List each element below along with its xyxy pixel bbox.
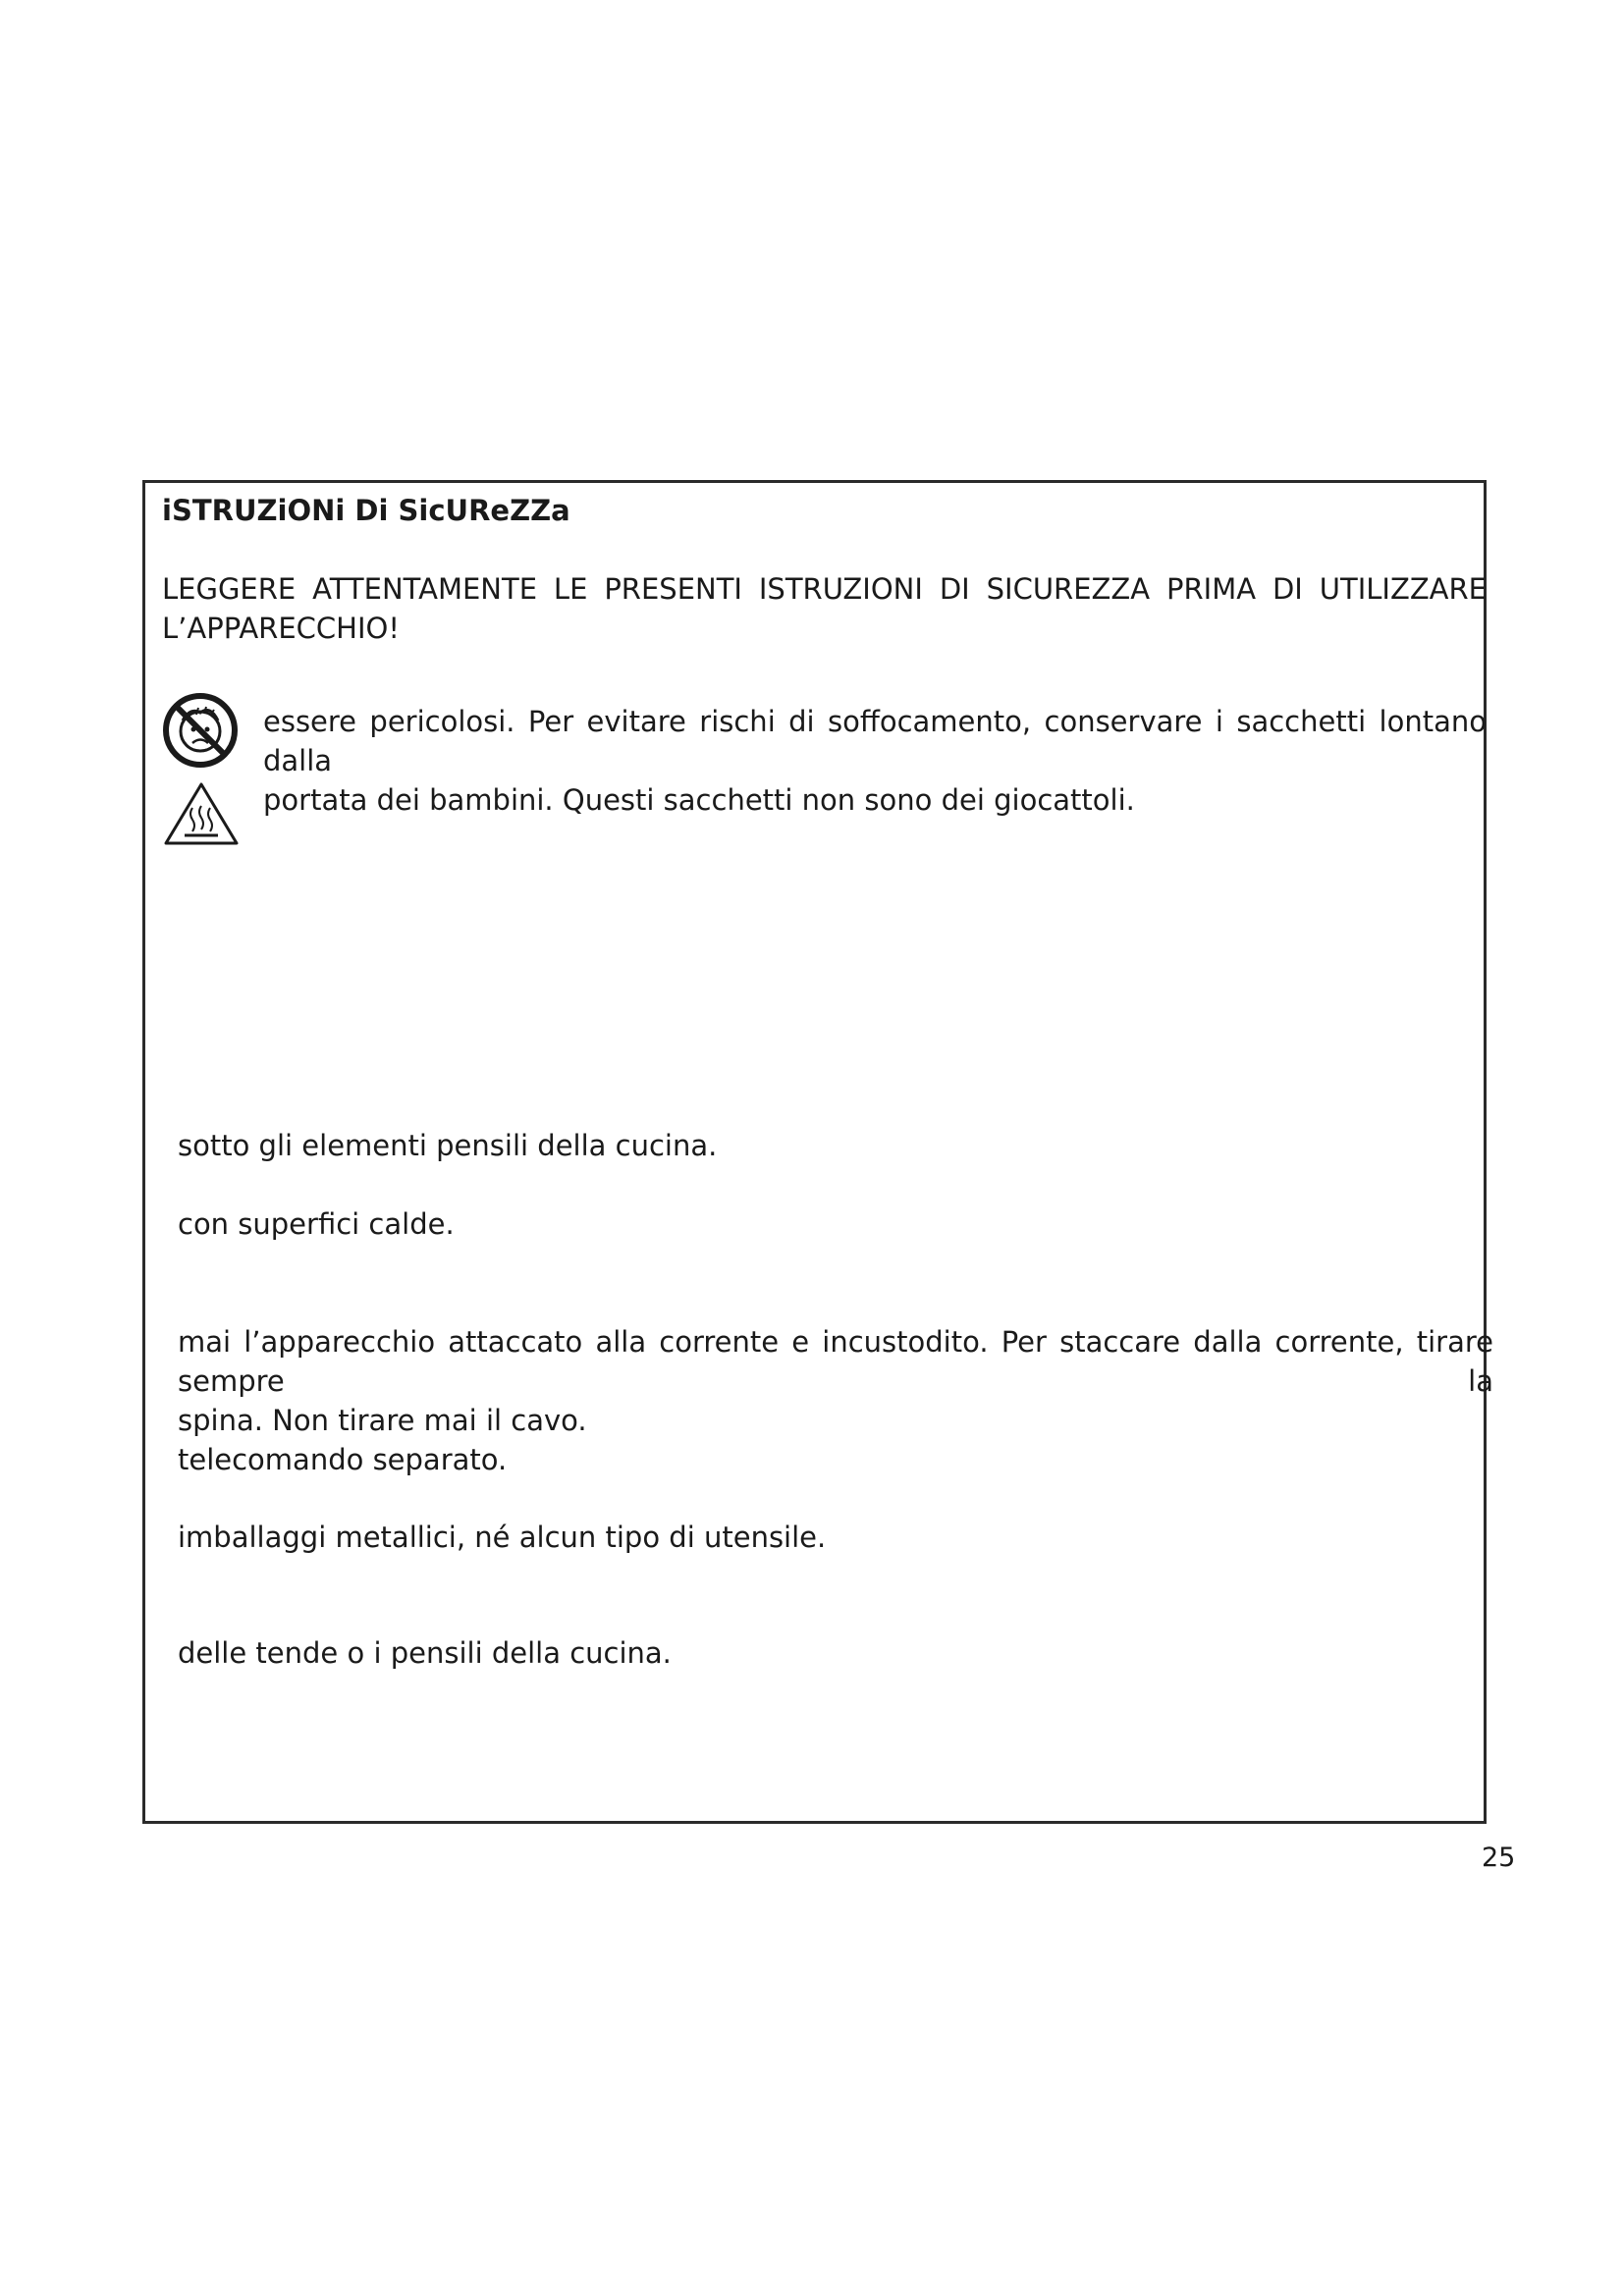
- hot-surface-warning-icon: [163, 780, 240, 847]
- child-suffocation-warning-icon: [161, 691, 240, 770]
- power-cord-line-2: spina. Non tirare mai il cavo.: [178, 1404, 587, 1437]
- plastic-bags-line-1: essere pericolosi. Per evitare rischi di soffocamento, conservare i sacchetti lontano dalla: [263, 705, 1487, 777]
- section-title: iSTRUZiONi Di SicUReZZa: [162, 494, 570, 527]
- metal-packaging-warning: imballaggi metallici, né alcun tipo di utensile.: [178, 1521, 827, 1554]
- remote-control-warning: telecomando separato.: [178, 1443, 508, 1476]
- intro-line-1: LEGGERE ATTENTAMENTE LE PRESENTI ISTRUZIONI DI SICUREZZA PRIMA DI UTILIZZARE: [162, 572, 1487, 606]
- plastic-bags-warning: [263, 702, 1487, 820]
- cabinets-warning: sotto gli elementi pensili della cucina.: [178, 1129, 718, 1162]
- power-cord-line-1: mai l’apparecchio attaccato alla corrente e incustodito. Per staccare dalla corrente, tirare sempre la: [178, 1325, 1493, 1398]
- power-cord-warning: [178, 1322, 1493, 1440]
- intro-line-2: L’APPARECCHIO!: [162, 612, 400, 645]
- curtains-warning: delle tende o i pensili della cucina.: [178, 1636, 672, 1670]
- page-number: 25: [1482, 1842, 1516, 1873]
- hot-surfaces-warning: con superfici calde.: [178, 1207, 455, 1241]
- intro-warning: [162, 569, 1487, 648]
- plastic-bags-line-2: portata dei bambini. Questi sacchetti non sono dei giocattoli.: [263, 783, 1135, 817]
